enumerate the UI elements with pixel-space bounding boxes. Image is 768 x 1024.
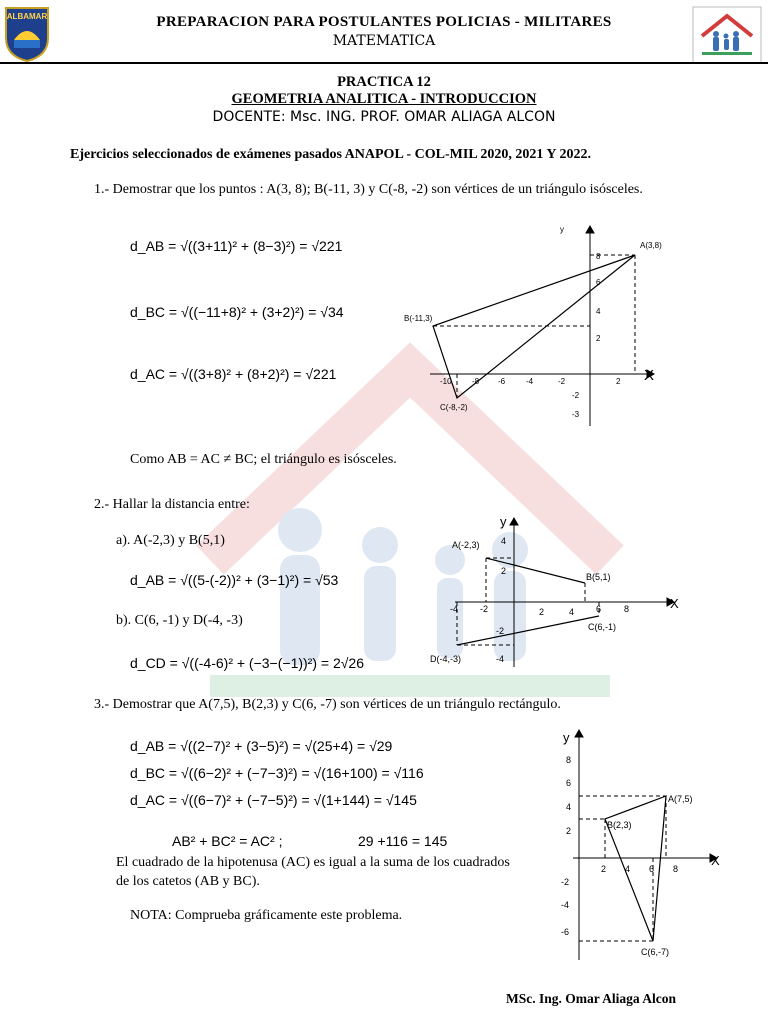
ex3-xtick: 8	[673, 864, 679, 874]
ex2-a-label: a). A(-2,3) y B(5,1)	[116, 533, 225, 548]
header-subject: MATEMATICA	[332, 33, 436, 49]
ex1-ytick: -2	[572, 391, 580, 400]
ex2-xtick: -2	[480, 604, 489, 614]
ex2-b-formula: d_CD = √((-4-6)² + (−3−(−1))²) = 2√26	[130, 655, 365, 671]
ex3-ytick: -2	[561, 877, 570, 887]
ex2-xtick: -4	[450, 604, 459, 614]
practice-topic: GEOMETRIA ANALITICA - INTRODUCCION	[231, 91, 537, 107]
ex1-statement: 1.- Demostrar que los puntos : A(3, 8); B(-11, 3) y C(-8, -2) son vértices de un triángulo isósceles.	[94, 182, 643, 197]
ex1-xtick: -2	[558, 377, 566, 386]
ex2-point-d: D(-4,-3)	[430, 654, 461, 664]
intro-heading: Ejercicios seleccionados de exámenes pasados ANAPOL - COL-MIL 2020, 2021 Y 2022.	[70, 147, 591, 162]
ex3-check: 29 +116 = 145	[358, 833, 448, 849]
ex1-ytick: 8	[596, 252, 601, 261]
ex1-ytick: 4	[596, 307, 601, 316]
ex3-x-label: X	[711, 853, 720, 868]
ex3-dac: d_AC = √((6−7)² + (−7−5)²) = √(1+144) = √145	[130, 792, 417, 808]
ex3-graph	[555, 722, 735, 962]
ex2-a-formula: d_AB = √((5-(-2))² + (3−1)²) = √53	[130, 572, 339, 588]
ex1-x-label: X	[644, 367, 655, 384]
ex1-point-a: A(3,8)	[640, 241, 662, 250]
header-divider	[0, 62, 768, 64]
ex1-graph	[400, 218, 670, 433]
ex2-xtick: 2	[539, 607, 545, 617]
ex2-statement: 2.- Hallar la distancia entre:	[94, 497, 250, 512]
ex3-point-a: A(7,5)	[668, 794, 693, 804]
svg-text:ALBAMAR: ALBAMAR	[6, 12, 48, 21]
header-title: PREPARACION PARA POSTULANTES POLICIAS - MILITARES	[156, 14, 612, 30]
ex3-y-label: y	[563, 730, 570, 745]
ex3-dbc: d_BC = √((6−2)² + (−7−3)²) = √(16+100) = √116	[130, 765, 424, 781]
ex1-xtick: -8	[472, 377, 480, 386]
ex2-xtick: 6	[596, 604, 602, 614]
ex1-dab: d_AB = √((3+11)² + (8−3)²) = √221	[130, 238, 343, 254]
ex2-point-b: B(5,1)	[586, 572, 611, 582]
ex1-xtick: -6	[498, 377, 506, 386]
ex2-xtick: 4	[569, 607, 575, 617]
ex3-statement: 3.- Demostrar que A(7,5), B(2,3) y C(6, -7) son vértices de un triángulo rectángulo.	[94, 697, 561, 712]
ex1-dac: d_AC = √((3+8)² + (8+2)²) = √221	[130, 366, 337, 382]
ex2-ytick: 4	[501, 536, 507, 546]
ex3-explanation-2: de los catetos (AB y BC).	[116, 874, 260, 889]
ex2-ytick: -2	[496, 626, 505, 636]
ex2-x-label: X	[670, 596, 679, 611]
ex3-note: NOTA: Comprueba gráficamente este problema.	[130, 908, 403, 923]
ex3-ytick: -4	[561, 900, 570, 910]
ex1-xtick: -4	[526, 377, 534, 386]
practice-number: PRACTICA 12	[337, 74, 431, 90]
ex1-xtick: 2	[616, 377, 621, 386]
ex1-point-c: C(-8,-2)	[440, 403, 468, 412]
ex3-explanation-1: El cuadrado de la hipotenusa (AC) es igual a la suma de los cuadrados	[116, 855, 510, 870]
ex2-b-label: b). C(6, -1) y D(-4, -3)	[116, 613, 243, 628]
ex3-dab: d_AB = √((2−7)² + (3−5)²) = √(25+4) = √29	[130, 738, 393, 754]
ex3-point-c: C(6,-7)	[641, 947, 670, 957]
ex2-point-c: C(6,-1)	[588, 622, 617, 632]
ex3-xtick: 2	[601, 864, 607, 874]
ex1-y-label: y	[560, 225, 564, 234]
ex1-ytick: 2	[596, 334, 601, 343]
ex3-xtick: 6	[649, 864, 655, 874]
ex2-point-a: A(-2,3)	[452, 540, 480, 550]
ex2-y-label: y	[500, 514, 507, 529]
ex2-xtick: 8	[624, 604, 630, 614]
ex3-ytick: 4	[566, 802, 572, 812]
teacher-line: DOCENTE: Msc. ING. PROF. OMAR ALIAGA ALCON	[212, 109, 556, 125]
ex1-point-b: B(-11,3)	[404, 314, 433, 323]
ex1-dbc: d_BC = √((−11+8)² + (3+2)²) = √34	[130, 304, 344, 320]
ex3-ytick: 8	[566, 755, 572, 765]
ex1-ytick: 6	[596, 278, 601, 287]
ex3-ytick: -6	[561, 927, 570, 937]
ex1-xtick: -10	[440, 377, 452, 386]
ex3-xtick: 4	[625, 864, 631, 874]
ex2-ytick: -4	[496, 654, 505, 664]
ex3-pythagoras: AB² + BC² = AC² ;	[172, 833, 283, 849]
footer-author: MSc. Ing. Omar Aliaga Alcon	[506, 991, 677, 1006]
ex2-ytick: 2	[501, 566, 507, 576]
ex1-conclusion: Como AB = AC ≠ BC; el triángulo es isósceles.	[130, 452, 397, 467]
ex2-graph	[430, 512, 690, 672]
ex3-point-b: B(2,3)	[607, 820, 632, 830]
ex3-ytick: 2	[566, 826, 572, 836]
ex1-ytick: -3	[572, 410, 580, 419]
ex3-ytick: 6	[566, 778, 572, 788]
